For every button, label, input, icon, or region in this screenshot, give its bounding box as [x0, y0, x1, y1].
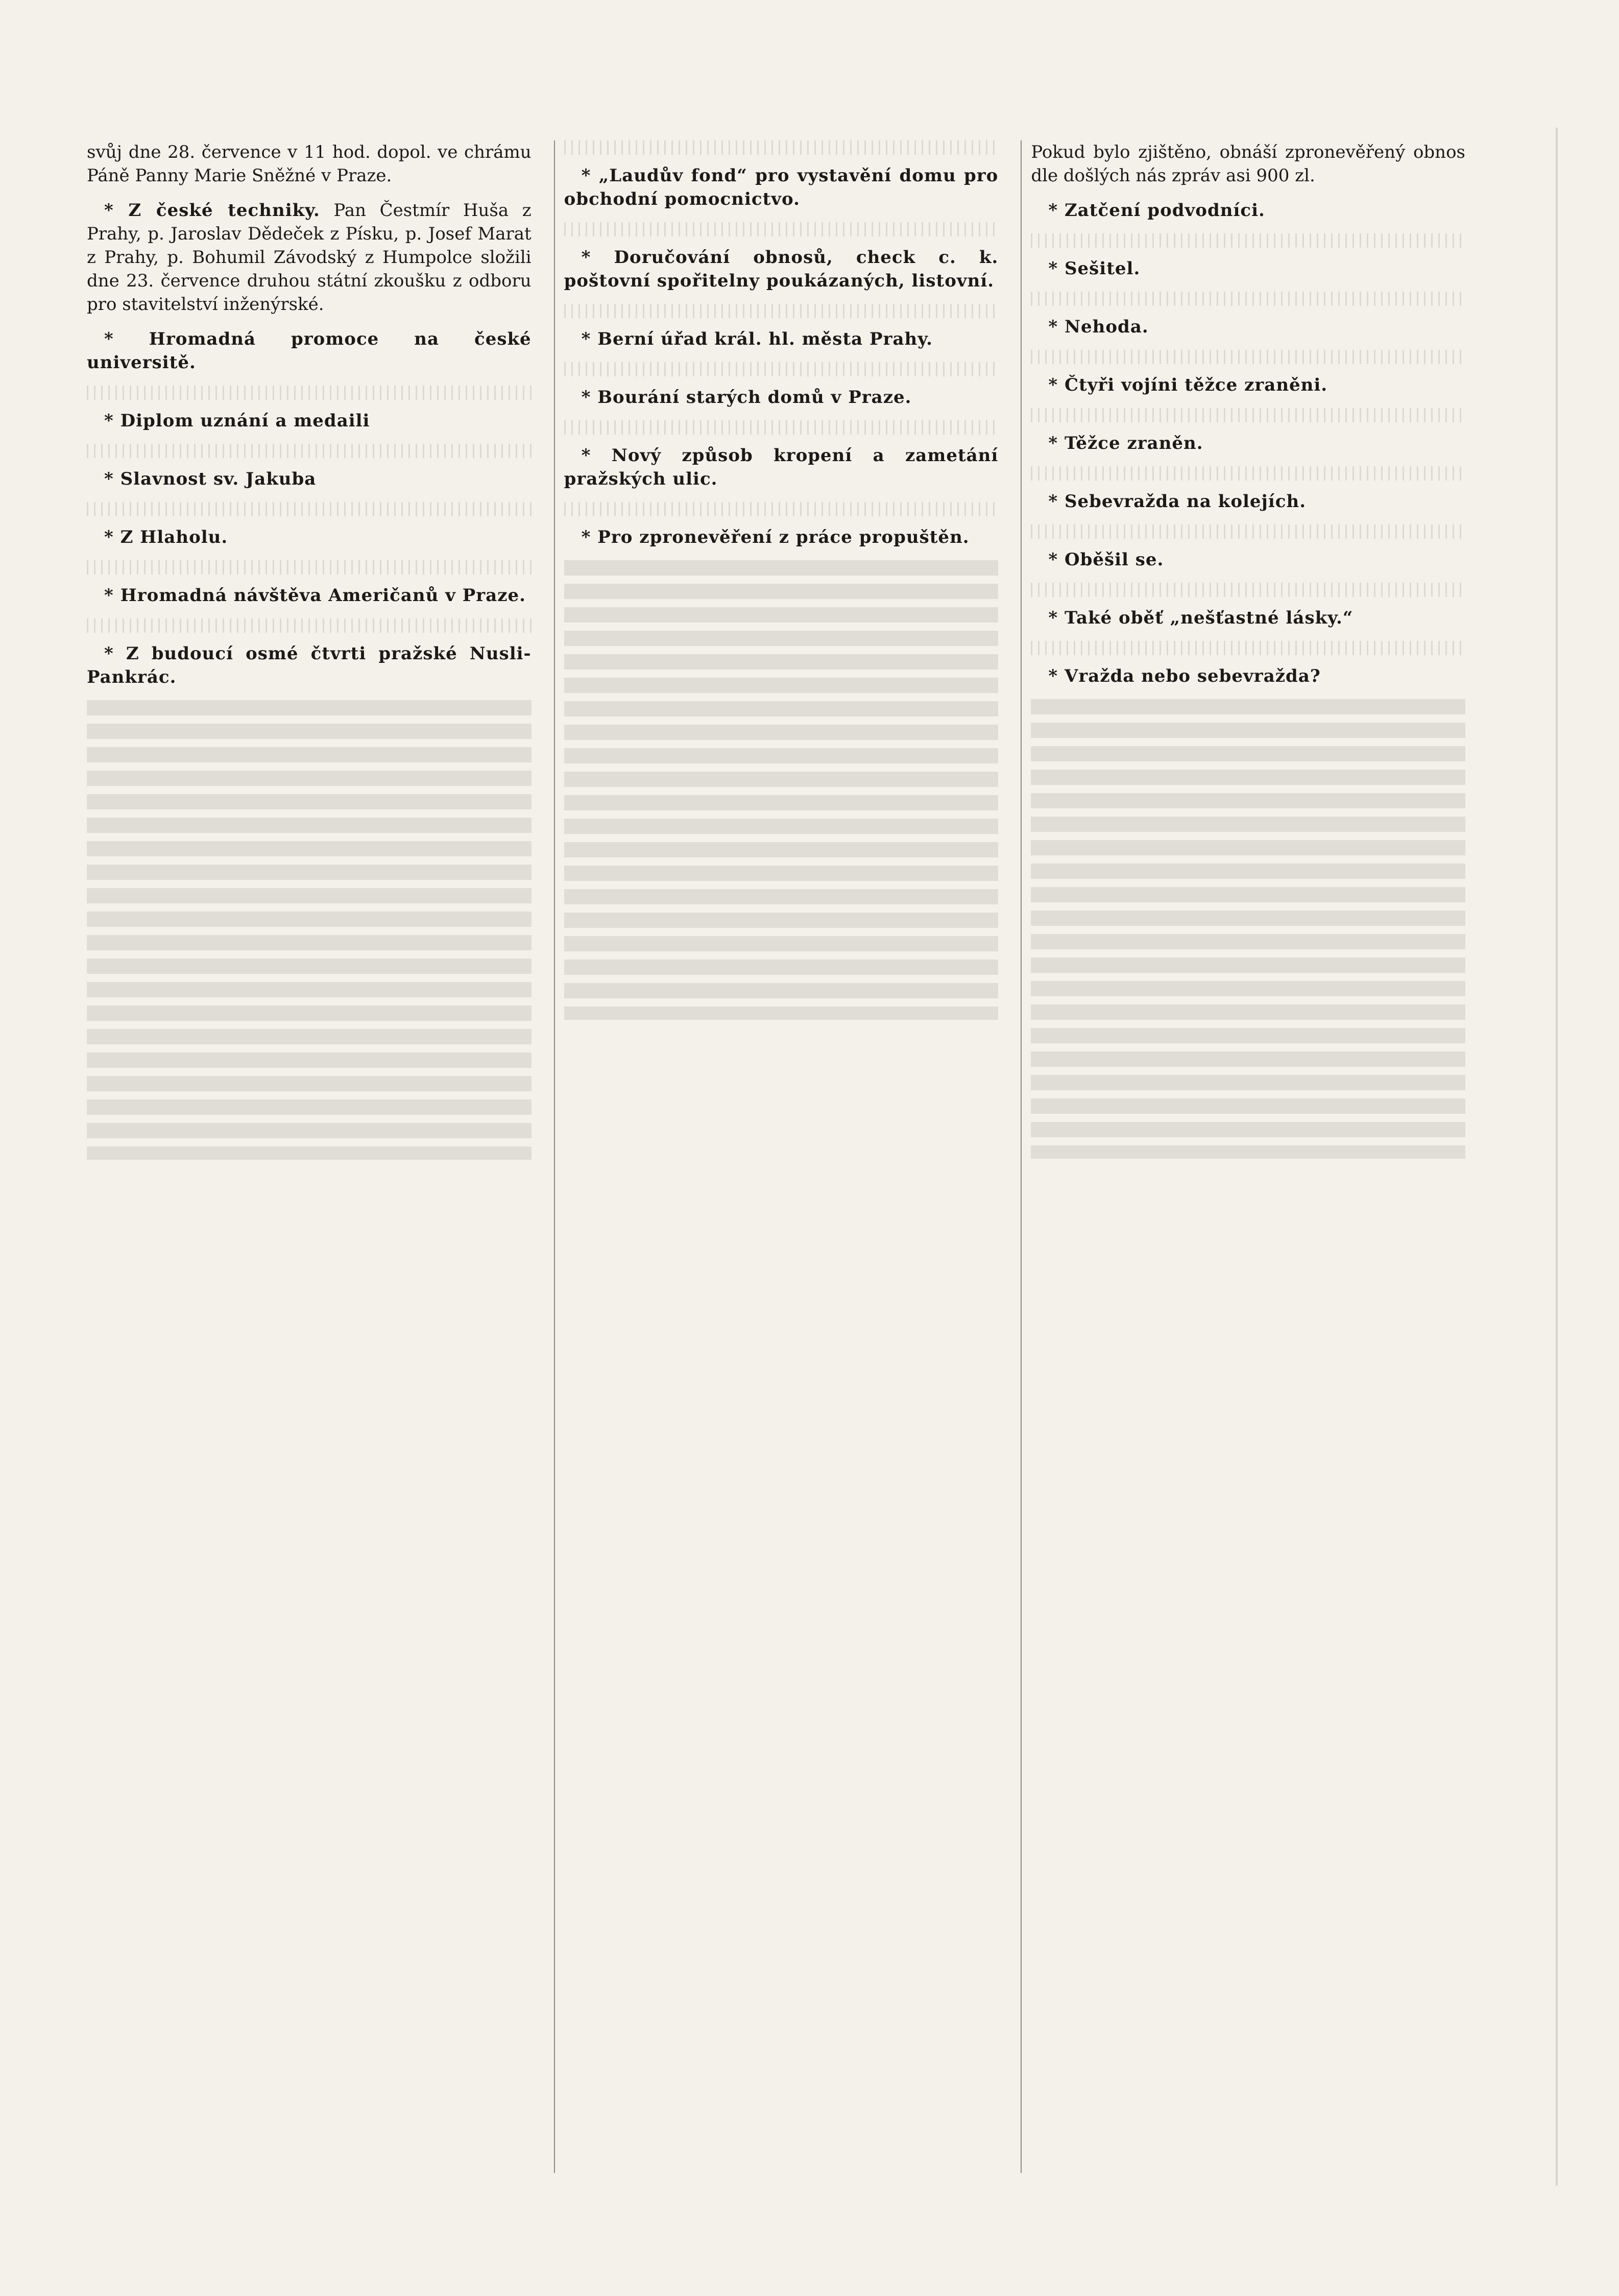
- news-item: [564, 246, 999, 293]
- news-item-headline: * Zatčení podvodníci.: [1048, 200, 1265, 221]
- news-item-headline: * Z budoucí osmé čtvrti pražské Nusli-Pankrác.: [87, 643, 531, 687]
- illegible-text-block: [1031, 699, 1465, 1159]
- news-item-headline: * Těžce zraněn.: [1048, 433, 1203, 453]
- news-item-headline: * Oběšil se.: [1048, 549, 1164, 570]
- column-right: [1021, 140, 1465, 2173]
- news-item-headline: * Hromadná návštěva Američanů v Praze.: [104, 585, 526, 606]
- article-columns: [87, 140, 1465, 2173]
- news-item-headline: * Z Hlaholu.: [104, 527, 228, 547]
- news-item-headline: * Bourání starých domů v Praze.: [581, 387, 912, 408]
- news-item-headline: * Slavnost sv. Jakuba: [104, 469, 317, 489]
- illegible-text-block: [1031, 408, 1465, 422]
- illegible-text-block: [1031, 350, 1465, 364]
- news-item: [87, 327, 531, 374]
- illegible-text-block: [564, 560, 999, 1020]
- news-item: [1031, 490, 1465, 513]
- news-item: [87, 525, 531, 549]
- news-item-headline: * Hromadná promoce na české universitě.: [87, 329, 531, 373]
- news-item-headline: * Vražda nebo sebevražda?: [1048, 666, 1321, 686]
- news-item: [1031, 606, 1465, 630]
- news-item: [87, 140, 531, 187]
- news-item: [1031, 373, 1465, 397]
- news-item: [87, 467, 531, 491]
- news-item: [1031, 257, 1465, 280]
- illegible-text-block: [87, 700, 531, 1160]
- news-item-headline: * Doručování obnosů, check c. k. poštovní spořitelny poukázaných, listovní.: [564, 247, 999, 291]
- news-item: [564, 386, 999, 409]
- page-edge-shadow: [1556, 128, 1558, 2186]
- illegible-text-block: [564, 362, 999, 376]
- news-item: [564, 444, 999, 491]
- news-item-headline: * Také oběť „nešťastné lásky.“: [1048, 608, 1354, 628]
- illegible-text-block: [1031, 292, 1465, 306]
- news-item-headline: * Sešitel.: [1048, 258, 1141, 279]
- news-item: [1031, 548, 1465, 571]
- illegible-text-block: [564, 420, 999, 435]
- illegible-text-block: [87, 560, 531, 575]
- news-item: [1031, 140, 1465, 187]
- news-item: [87, 642, 531, 689]
- column-middle: [554, 140, 999, 2173]
- illegible-text-block: [87, 618, 531, 633]
- news-item-text: svůj dne 28. července v 11 hod. dopol. ve chrámu Páně Panny Marie Sněžné v Praze.: [87, 142, 531, 186]
- illegible-text-block: [564, 304, 999, 318]
- illegible-text-block: [87, 386, 531, 400]
- news-item-headline: * Berní úřad král. hl. města Prahy.: [581, 329, 933, 349]
- news-item-headline: * Sebevražda na kolejích.: [1048, 491, 1307, 512]
- news-item-headline: * Čtyři vojíni těžce zraněni.: [1048, 375, 1328, 395]
- illegible-text-block: [564, 222, 999, 236]
- illegible-text-block: [1031, 583, 1465, 597]
- news-item-headline: * Pro zpronevěření z práce propuštěn.: [581, 527, 970, 547]
- news-item-headline: * „Laudův fond“ pro vystavění domu pro obchodní pomocnictvo.: [564, 165, 999, 209]
- news-item-text: Pokud bylo zjištěno, obnáší zpronevěřený obnos dle došlých nás zpráv asi 900 zl.: [1031, 142, 1465, 186]
- news-item: [1031, 664, 1465, 688]
- news-item: [564, 327, 999, 351]
- illegible-text-block: [1031, 233, 1465, 248]
- news-item: [87, 584, 531, 607]
- illegible-text-block: [87, 444, 531, 458]
- news-item: [87, 199, 531, 316]
- illegible-text-block: [1031, 641, 1465, 655]
- news-item-text: Pan Čestmír Huša z Prahy, p. Jaroslav Dědeček z Písku, p. Josef Marat z Prahy, p. Bohumil Závodský z Humpolce složili dne 23. července druhou státní zkoušku z odboru pro stavitelství inženýrské.: [87, 200, 531, 315]
- news-item-headline: * Diplom uznání a medaili: [104, 411, 370, 431]
- news-item: [87, 409, 531, 433]
- news-item-headline: * Nový způsob kropení a zametání pražských ulic.: [564, 445, 999, 489]
- news-item-headline: * Nehoda.: [1048, 317, 1149, 337]
- news-item: [564, 164, 999, 211]
- news-item: [1031, 315, 1465, 339]
- news-item-headline: * Z české techniky.: [104, 200, 320, 221]
- column-left: [87, 140, 531, 2173]
- illegible-text-block: [1031, 524, 1465, 539]
- illegible-text-block: [1031, 466, 1465, 481]
- illegible-text-block: [87, 502, 531, 516]
- news-item: [564, 525, 999, 549]
- illegible-text-block: [564, 140, 999, 155]
- news-item: [1031, 432, 1465, 455]
- illegible-text-block: [564, 502, 999, 516]
- news-item: [1031, 199, 1465, 222]
